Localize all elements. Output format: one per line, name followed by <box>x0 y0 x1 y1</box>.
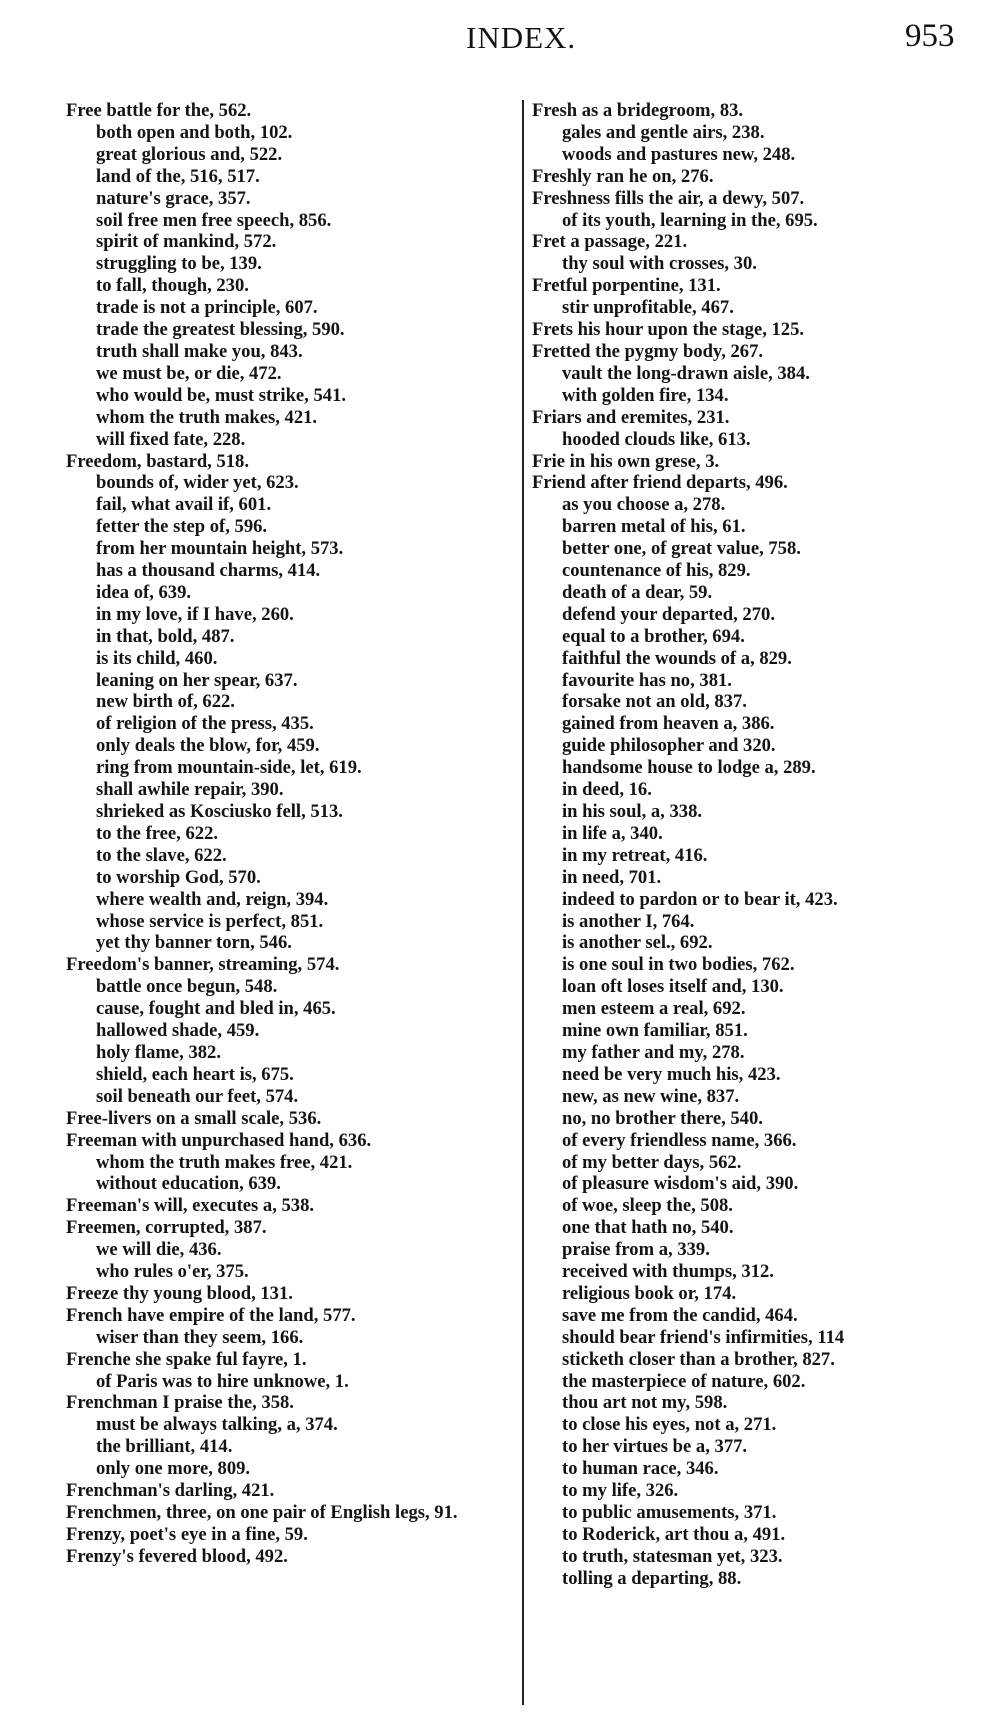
index-subentry: barren metal of his, 61. <box>562 516 746 538</box>
index-subentry: no, no brother there, 540. <box>562 1107 763 1129</box>
index-entry: Frenchmen, three, on one pair of English legs, 91. <box>66 1502 458 1523</box>
index-subentry: yet thy banner torn, 546. <box>96 932 292 954</box>
index-subentry: trade is not a principle, 607. <box>96 297 318 319</box>
index-entry: Frenche she spake ful fayre, 1. <box>66 1348 307 1370</box>
index-entry: Fret a passage, 221. <box>532 231 688 253</box>
index-subentry: land of the, 516, 517. <box>96 165 260 187</box>
index-subentry: struggling to be, 139. <box>96 253 262 275</box>
index-subentry: faithful the wounds of a, 829. <box>562 647 792 669</box>
index-subentry: leaning on her spear, 637. <box>96 669 298 691</box>
index-subentry: who rules o'er, 375. <box>96 1261 249 1283</box>
index-entry: Frenzy, poet's eye in a fine, 59. <box>66 1523 308 1545</box>
index-subentry: great glorious and, 522. <box>96 143 283 165</box>
index-subentry: gales and gentle airs, 238. <box>562 121 765 143</box>
index-subentry: truth shall make you, 843. <box>96 340 303 362</box>
index-subentry: received with thumps, 312. <box>562 1261 774 1283</box>
index-subentry: hallowed shade, 459. <box>96 1020 260 1042</box>
index-subentry: idea of, 639. <box>96 581 192 603</box>
index-subentry: woods and pastures new, 248. <box>562 143 796 165</box>
index-subentry: trade the greatest blessing, 590. <box>96 319 345 341</box>
index-subentry: tolling a departing, 88. <box>562 1567 742 1589</box>
index-subentry: new birth of, 622. <box>96 691 235 713</box>
index-subentry: where wealth and, reign, 394. <box>96 888 329 910</box>
index-subentry: both open and both, 102. <box>96 121 293 143</box>
index-subentry: to worship God, 570. <box>96 866 261 888</box>
index-subentry: in life a, 340. <box>562 822 663 844</box>
index-subentry: forsake not an old, 837. <box>562 691 747 713</box>
index-subentry: as you choose a, 278. <box>562 494 726 516</box>
index-subentry: to close his eyes, not a, 271. <box>562 1414 777 1436</box>
index-subentry: handsome house to lodge a, 289. <box>562 757 816 779</box>
index-subentry: from her mountain height, 573. <box>96 538 344 560</box>
index-subentry: to my life, 326. <box>562 1480 679 1502</box>
index-entry: Fresh as a bridegroom, 83. <box>532 100 744 121</box>
index-entry: Free-livers on a small scale, 536. <box>66 1107 322 1129</box>
index-entry: Friend after friend departs, 496. <box>532 472 788 494</box>
index-subentry: sticketh closer than a brother, 827. <box>562 1348 835 1370</box>
index-subentry: will fixed fate, 228. <box>96 428 246 450</box>
index-subentry: in need, 701. <box>562 866 662 888</box>
page-header <box>0 18 1000 58</box>
index-subentry: my father and my, 278. <box>562 1041 745 1063</box>
index-entry: Freshness fills the air, a dewy, 507. <box>532 187 805 209</box>
index-column-right <box>532 100 977 1590</box>
index-subentry: holy flame, 382. <box>96 1041 221 1063</box>
index-entry: Freedom, bastard, 518. <box>66 450 249 472</box>
index-subentry: of my better days, 562. <box>562 1151 742 1173</box>
index-subentry: loan oft loses itself and, 130. <box>562 976 784 998</box>
index-subentry: only one more, 809. <box>96 1458 251 1480</box>
index-entry: Freshly ran he on, 276. <box>532 165 714 187</box>
index-subentry: of pleasure wisdom's aid, 390. <box>562 1173 799 1195</box>
index-subentry: of religion of the press, 435. <box>96 713 314 735</box>
index-subentry: need be very much his, 423. <box>562 1063 781 1085</box>
index-subentry: soil beneath our feet, 574. <box>96 1085 299 1107</box>
index-subentry: thy soul with crosses, 30. <box>562 253 757 275</box>
index-subentry: to public amusements, 371. <box>562 1502 777 1523</box>
index-subentry: nature's grace, 357. <box>96 187 251 209</box>
index-subentry: thou art not my, 598. <box>562 1392 728 1414</box>
index-subentry: mine own familiar, 851. <box>562 1020 748 1042</box>
index-subentry: must be always talking, a, 374. <box>96 1414 338 1436</box>
index-subentry: without education, 639. <box>96 1173 281 1195</box>
index-subentry: stir unprofitable, 467. <box>562 297 734 319</box>
index-entry: Freeman's will, executes a, 538. <box>66 1195 315 1217</box>
index-subentry: is its child, 460. <box>96 647 218 669</box>
index-entry: French have empire of the land, 577. <box>66 1304 356 1326</box>
index-subentry: new, as new wine, 837. <box>562 1085 740 1107</box>
index-entry: Freeze thy young blood, 131. <box>66 1282 293 1304</box>
index-subentry: to truth, statesman yet, 323. <box>562 1545 783 1567</box>
index-subentry: with golden fire, 134. <box>562 384 729 406</box>
index-subentry: equal to a brother, 694. <box>562 625 745 647</box>
index-subentry: is one soul in two bodies, 762. <box>562 954 795 976</box>
index-subentry: is another sel., 692. <box>562 932 713 954</box>
index-subentry: to human race, 346. <box>562 1458 719 1480</box>
index-subentry: of Paris was to hire unknowe, 1. <box>96 1370 349 1392</box>
index-subentry: whom the truth makes, 421. <box>96 406 318 428</box>
index-subentry: to fall, though, 230. <box>96 275 249 297</box>
index-subentry: indeed to pardon or to bear it, 423. <box>562 888 838 910</box>
index-subentry: gained from heaven a, 386. <box>562 713 775 735</box>
index-entry: Friars and eremites, 231. <box>532 406 730 428</box>
page-number: 953 <box>905 18 955 54</box>
index-subentry: in his soul, a, 338. <box>562 801 703 822</box>
index-subentry: in my retreat, 416. <box>562 844 708 866</box>
index-subentry: guide philosopher and 320. <box>562 735 776 757</box>
index-subentry: of woe, sleep the, 508. <box>562 1195 733 1217</box>
index-subentry: defend your departed, 270. <box>562 603 775 625</box>
index-subentry: bounds of, wider yet, 623. <box>96 472 299 494</box>
index-subentry: religious book or, 174. <box>562 1282 737 1304</box>
index-subentry: countenance of his, 829. <box>562 560 751 582</box>
index-subentry: shrieked as Kosciusko fell, 513. <box>96 801 343 822</box>
index-subentry: one that hath no, 540. <box>562 1217 734 1239</box>
index-subentry: save me from the candid, 464. <box>562 1304 798 1326</box>
index-entry: Freeman with unpurchased hand, 636. <box>66 1129 372 1151</box>
index-entry: Frenchman's darling, 421. <box>66 1480 275 1502</box>
index-entry: Fretful porpentine, 131. <box>532 275 721 297</box>
index-subentry: in that, bold, 487. <box>96 625 235 647</box>
index-subentry: is another I, 764. <box>562 910 695 932</box>
index-entry: Freedom's banner, streaming, 574. <box>66 954 340 976</box>
index-subentry: of every friendless name, 366. <box>562 1129 797 1151</box>
index-subentry: the brilliant, 414. <box>96 1436 233 1458</box>
index-entry: Fretted the pygmy body, 267. <box>532 340 764 362</box>
index-subentry: shield, each heart is, 675. <box>96 1063 294 1085</box>
index-subentry: cause, fought and bled in, 465. <box>96 998 336 1020</box>
index-subentry: battle once begun, 548. <box>96 976 278 998</box>
index-subentry: soil free men free speech, 856. <box>96 209 332 231</box>
index-subentry: to the slave, 622. <box>96 844 227 866</box>
index-subentry: has a thousand charms, 414. <box>96 560 321 582</box>
index-subentry: only deals the blow, for, 459. <box>96 735 320 757</box>
index-subentry: to her virtues be a, 377. <box>562 1436 748 1458</box>
index-entry: Free battle for the, 562. <box>66 100 252 121</box>
index-subentry: spirit of mankind, 572. <box>96 231 277 253</box>
index-entry: Freemen, corrupted, 387. <box>66 1217 267 1239</box>
index-subentry: of its youth, learning in the, 695. <box>562 209 818 231</box>
index-subentry: to the free, 622. <box>96 822 219 844</box>
index-subentry: in my love, if I have, 260. <box>96 603 294 625</box>
index-subentry: ring from mountain-side, let, 619. <box>96 757 362 779</box>
index-subentry: shall awhile repair, 390. <box>96 779 284 801</box>
index-entry: Frenzy's fevered blood, 492. <box>66 1545 288 1567</box>
index-column-left <box>66 100 516 1568</box>
index-subentry: fetter the step of, 596. <box>96 516 268 538</box>
index-entry: Frets his hour upon the stage, 125. <box>532 319 805 341</box>
index-subentry: the masterpiece of nature, 602. <box>562 1370 806 1392</box>
index-subentry: we will die, 436. <box>96 1239 222 1261</box>
index-entry: Frenchman I praise the, 358. <box>66 1392 294 1414</box>
index-subentry: in deed, 16. <box>562 779 652 801</box>
index-subentry: to Roderick, art thou a, 491. <box>562 1523 786 1545</box>
index-subentry: favourite has no, 381. <box>562 669 732 691</box>
page-title: INDEX. <box>466 20 577 55</box>
index-subentry: death of a dear, 59. <box>562 581 713 603</box>
column-divider <box>522 100 524 1705</box>
index-subentry: whom the truth makes free, 421. <box>96 1151 353 1173</box>
index-subentry: better one, of great value, 758. <box>562 538 801 560</box>
index-subentry: praise from a, 339. <box>562 1239 710 1261</box>
index-subentry: fail, what avail if, 601. <box>96 494 272 516</box>
index-subentry: should bear friend's infirmities, 114 <box>562 1326 845 1348</box>
index-subentry: we must be, or die, 472. <box>96 362 282 384</box>
index-subentry: wiser than they seem, 166. <box>96 1326 304 1348</box>
index-subentry: hooded clouds like, 613. <box>562 428 751 450</box>
index-subentry: vault the long-drawn aisle, 384. <box>562 362 810 384</box>
index-entry: Frie in his own grese, 3. <box>532 450 720 472</box>
index-subentry: men esteem a real, 692. <box>562 998 746 1020</box>
index-subentry: who would be, must strike, 541. <box>96 384 347 406</box>
index-subentry: whose service is perfect, 851. <box>96 910 324 932</box>
